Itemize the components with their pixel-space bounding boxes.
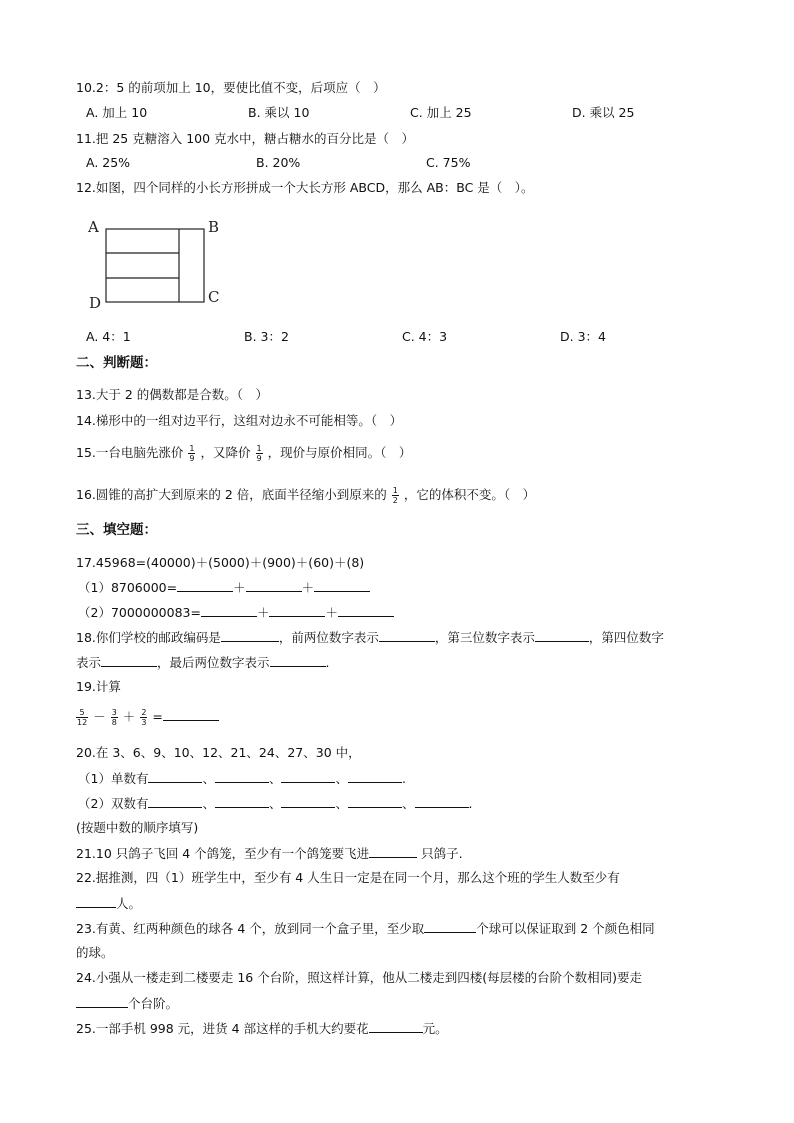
label-a: A: [88, 218, 99, 236]
label-c: C: [208, 288, 220, 306]
answer-blank[interactable]: [221, 629, 279, 642]
question-14: 14.梯形中的一组对边平行，这组对边永不可能相等。（ ）: [76, 413, 403, 428]
question-19-expression: $\frac{5}{12}$ － $\frac{3}{8}$ ＋ $\frac{2}{3}$ =: [76, 708, 219, 727]
answer-blank[interactable]: [338, 604, 394, 617]
question-17-part-1: （1）8706000= ＋ ＋: [78, 579, 370, 596]
question-17-stem: 17.45968=(40000)＋(5000)＋(900)＋(60)＋(8): [76, 555, 365, 570]
fraction-one-ninth: $\frac{1}{9}$: [189, 444, 195, 463]
q12-option-d: D. 3：4: [560, 329, 606, 344]
q11-option-b: B. 20%: [256, 155, 301, 170]
answer-blank[interactable]: [148, 795, 202, 808]
question-20-stem: 20.在 3、6、9、10、12、21、24、27、30 中，: [76, 745, 361, 760]
rectangle-abcd-figure: [84, 212, 224, 314]
fraction-three-eighths: $\frac{3}{8}$: [111, 708, 117, 727]
section-heading-judgement: 二、判断题：: [76, 355, 157, 371]
answer-blank[interactable]: [215, 795, 269, 808]
fraction-one-ninth-2: $\frac{1}{9}$: [256, 444, 262, 463]
question-17-part-2: （2）7000000083= ＋ ＋: [78, 604, 394, 621]
q15-text-b: ，又降价: [200, 445, 251, 460]
section-heading-fill-in: 三、填空题：: [76, 522, 157, 538]
q12-option-b: B. 3：2: [244, 329, 289, 344]
question-22-line-1: 22.据推测，四（1）班学生中，至少有 4 人生日一定是在同一个月，那么这个班的学生人数至少有: [76, 870, 620, 885]
q12-option-a: A. 4：1: [86, 329, 131, 344]
answer-blank[interactable]: [177, 579, 233, 592]
question-23-line-1: 23.有黄、红两种颜色的球各 4 个，放到同一个盒子里，至少取 个球可以保证取到 2 个颜色相同: [76, 921, 655, 936]
q11-option-a: A. 25%: [86, 155, 131, 170]
question-21: 21.10 只鸽子飞回 4 个鸽笼，至少有一个鸽笼要飞进 只鸽子.: [76, 846, 463, 861]
answer-blank[interactable]: [348, 770, 402, 783]
label-d: D: [89, 294, 102, 312]
q15-text-a: 15.一台电脑先涨价: [76, 445, 184, 460]
question-23-line-2: 的球。: [76, 945, 114, 960]
q15-text-c: ，现价与原价相同。（ ）: [267, 445, 412, 460]
question-25: 25.一部手机 998 元，进货 4 部这样的手机大约要花 元。: [76, 1021, 448, 1036]
question-24-line-2: 个台阶。: [76, 995, 178, 1012]
answer-blank[interactable]: [163, 708, 219, 721]
fraction-two-thirds: $\frac{2}{3}$: [141, 708, 147, 727]
question-18-line-1: 18.你们学校的邮政编码是 ，前两位数字表示 ，第三位数字表示 ，第四位数字: [76, 630, 664, 645]
answer-blank[interactable]: [246, 579, 302, 592]
answer-blank[interactable]: [379, 629, 435, 642]
answer-blank[interactable]: [270, 654, 326, 667]
answer-blank[interactable]: [215, 770, 269, 783]
q16-text-b: ，它的体积不变。（ ）: [403, 487, 536, 502]
fraction-one-half: $\frac{1}{2}$: [392, 486, 398, 505]
answer-blank[interactable]: [76, 895, 116, 908]
question-15: [76, 444, 411, 463]
question-20-part-2: （2）双数有 、 、 、 、 .: [78, 796, 473, 811]
answer-blank[interactable]: [424, 920, 476, 933]
answer-blank[interactable]: [148, 770, 202, 783]
answer-blank[interactable]: [369, 1020, 423, 1033]
q11-option-c: C. 75%: [426, 155, 471, 170]
answer-blank[interactable]: [101, 654, 157, 667]
question-24-line-1: 24.小强从一楼走到二楼要走 16 个台阶，照这样计算，他从二楼走到四楼(每层楼的台阶个数相同)要走: [76, 970, 642, 985]
answer-blank[interactable]: [369, 845, 417, 858]
question-11-stem: 11.把 25 克糖溶入 100 克水中，糖占糖水的百分比是（ ）: [76, 131, 415, 146]
answer-blank[interactable]: [201, 604, 257, 617]
q16-text-a: 16.圆锥的高扩大到原来的 2 倍，底面半径缩小到原来的: [76, 487, 387, 502]
question-13: 13.大于 2 的偶数都是合数。（ ）: [76, 387, 269, 402]
question-20-note: (按题中数的顺序填写): [76, 820, 199, 835]
fraction-five-twelfths: $\frac{5}{12}$: [77, 708, 88, 727]
q12-option-c: C. 4：3: [402, 329, 448, 344]
q10-option-b: B. 乘以 10: [248, 105, 310, 120]
question-18-line-2: 表示 ，最后两位数字表示 .: [76, 655, 330, 670]
answer-blank[interactable]: [269, 604, 325, 617]
question-20-part-1: （1）单数有 、 、 、 .: [78, 771, 406, 786]
answer-blank[interactable]: [281, 770, 335, 783]
question-19-stem: 19.计算: [76, 679, 121, 694]
q10-option-a: A. 加上 10: [86, 105, 148, 120]
answer-blank[interactable]: [348, 795, 402, 808]
answer-blank[interactable]: [314, 579, 370, 592]
question-10-stem: 10.2：5 的前项加上 10，要使比值不变，后项应（ ）: [76, 80, 386, 95]
question-12-stem: 12.如图，四个同样的小长方形拼成一个大长方形 ABCD，那么 AB：BC 是（ ）。: [76, 180, 534, 195]
question-22-line-2: 人。: [76, 895, 141, 912]
q10-option-c: C. 加上 25: [410, 105, 472, 120]
label-b: B: [208, 218, 220, 236]
answer-blank[interactable]: [415, 795, 469, 808]
q10-option-d: D. 乘以 25: [572, 105, 635, 120]
answer-blank[interactable]: [76, 995, 128, 1008]
answer-blank[interactable]: [281, 795, 335, 808]
question-16: [76, 486, 535, 505]
answer-blank[interactable]: [535, 629, 589, 642]
